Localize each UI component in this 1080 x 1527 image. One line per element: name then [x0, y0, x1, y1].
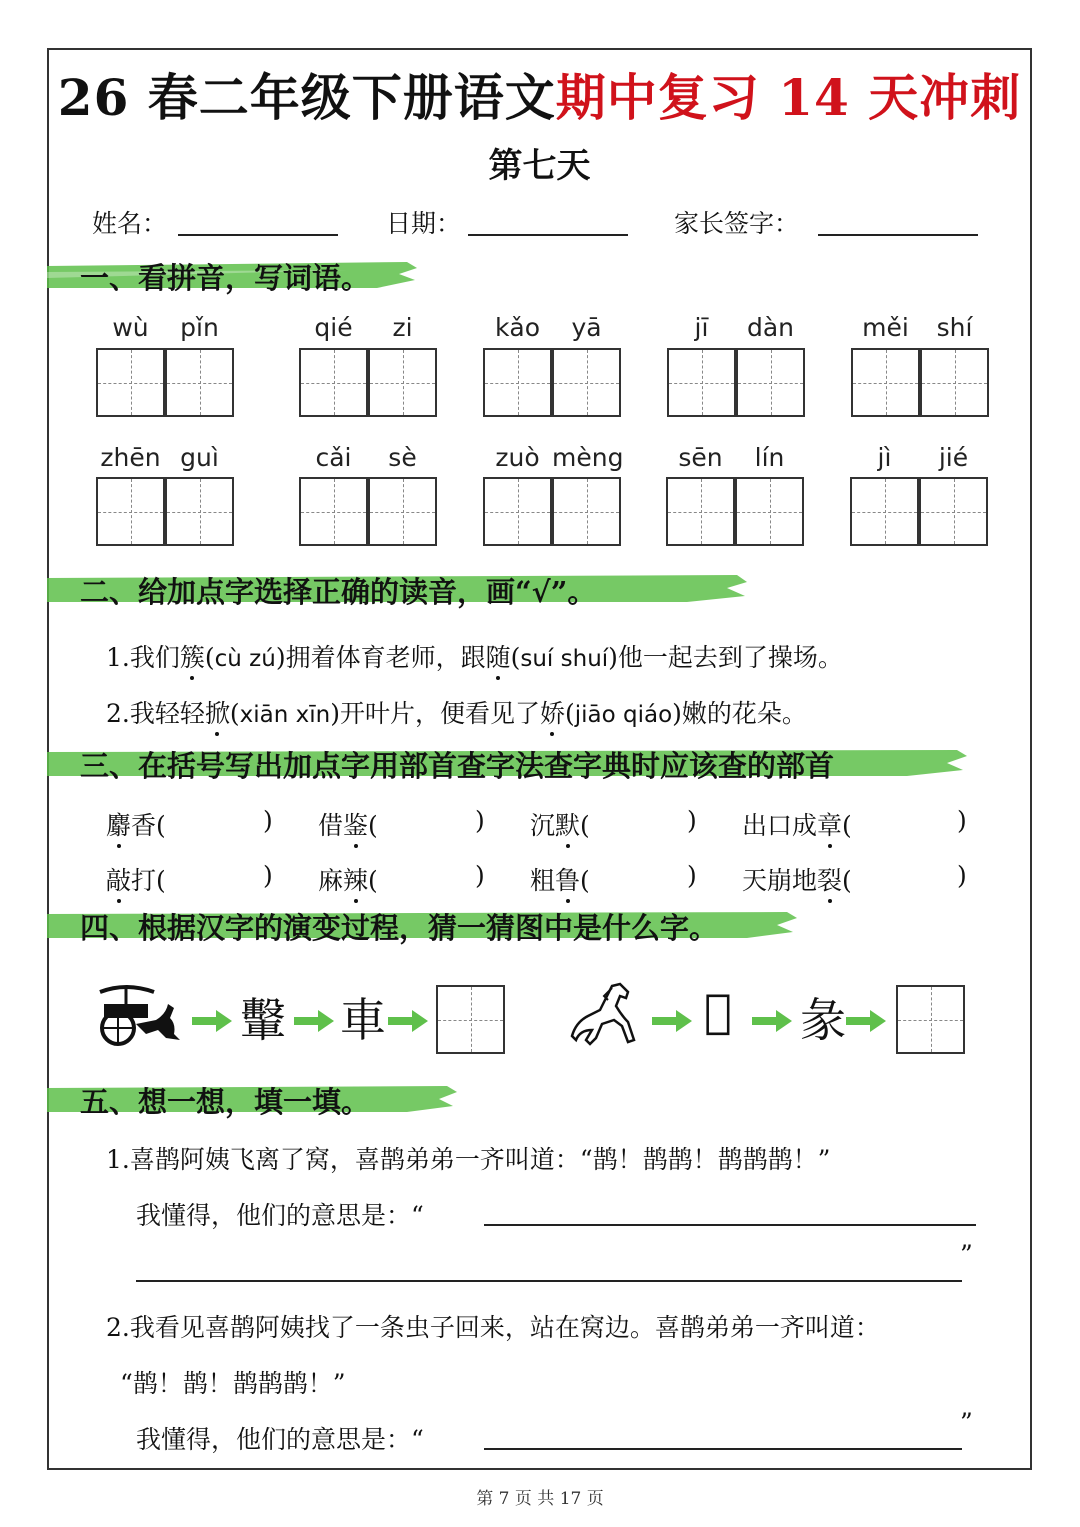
horse-pictograph-icon [568, 982, 640, 1048]
pinyin: jī [694, 313, 709, 342]
title-black: 26 春二年级下册语文 [57, 68, 556, 127]
pinyin: sè [388, 443, 417, 472]
writing-box[interactable] [483, 477, 552, 546]
pinyin-choice[interactable]: jiāo qiáo [574, 702, 673, 728]
radical-item: 天崩地裂( [742, 861, 852, 897]
arrow-icon [752, 1010, 792, 1032]
pinyin-choice[interactable]: xiān xīn [239, 702, 331, 728]
writing-box[interactable] [667, 348, 736, 417]
pinyin: lín [754, 443, 785, 472]
pinyin: mèng [552, 443, 624, 472]
name-label: 姓名： [92, 209, 168, 238]
radical-item: 麻辣( [318, 861, 378, 897]
section4-title: 四、根据汉字的演变过程，猜一猜图中是什么字。 [80, 911, 719, 945]
pinyin-choice[interactable]: suí shuí [520, 646, 609, 672]
radical-item: 粗鲁( [530, 861, 590, 897]
writing-box[interactable] [299, 477, 368, 546]
pinyin: cǎi [315, 443, 352, 472]
writing-box[interactable] [552, 477, 621, 546]
pinyin: yā [571, 313, 602, 342]
writing-box[interactable] [96, 477, 165, 546]
chariot-pictograph-icon [96, 980, 184, 1048]
pinyin: zi [392, 313, 413, 342]
ancient-char-4: 彖 [800, 993, 846, 1047]
radical-item: 沉默( [530, 806, 590, 842]
pinyin: sēn [678, 443, 723, 472]
close-paren: ) [475, 806, 485, 835]
ancient-char-2: 車 [340, 993, 386, 1047]
close-quote: ” [960, 1408, 973, 1437]
close-paren: ) [957, 806, 967, 835]
close-paren: ) [263, 806, 273, 835]
writing-box[interactable] [165, 348, 234, 417]
pinyin: shí [936, 313, 973, 342]
close-paren: ) [475, 861, 485, 890]
answer-line[interactable] [484, 1224, 976, 1226]
close-paren: ) [687, 861, 697, 890]
arrow-icon [652, 1010, 692, 1032]
answer-prompt: 我懂得，他们的意思是：“ [136, 1201, 424, 1230]
pinyin: pǐn [180, 313, 219, 342]
answer-line[interactable] [484, 1448, 962, 1450]
writing-box[interactable] [850, 477, 919, 546]
pinyin: zuò [495, 443, 540, 472]
close-paren: ) [957, 861, 967, 890]
writing-box[interactable] [736, 348, 805, 417]
date-field[interactable] [468, 234, 628, 236]
writing-box[interactable] [735, 477, 804, 546]
radical-item: 麝香( [106, 806, 166, 842]
pinyin: kǎo [494, 313, 541, 342]
pinyin: qié [314, 313, 353, 342]
pinyin: měi [862, 313, 909, 342]
section1-title: 一、看拼音，写词语。 [80, 261, 371, 295]
answer-box[interactable] [436, 985, 505, 1054]
arrow-icon [192, 1010, 232, 1032]
writing-box[interactable] [368, 348, 437, 417]
day-subtitle: 第七天 [488, 146, 591, 186]
close-paren: ) [687, 806, 697, 835]
title-red: 期中复习 14 天冲刺 [555, 68, 1022, 127]
close-quote: ” [960, 1240, 973, 1269]
question-5-1: 1.喜鹊阿姨飞离了窝，喜鹊弟弟一齐叫道：“鹊！鹊鹊！鹊鹊鹊！” [106, 1145, 831, 1174]
question-5-2: 2.我看见喜鹊阿姨找了一条虫子回来，站在窝边。喜鹊弟弟一齐叫道： [106, 1313, 880, 1342]
answer-prompt: 我懂得，他们的意思是：“ [136, 1425, 424, 1454]
date-label: 日期： [386, 209, 462, 238]
pinyin: jì [877, 443, 892, 472]
writing-box[interactable] [851, 348, 920, 417]
writing-box[interactable] [920, 348, 989, 417]
question-2-1: 1.我们簇(cù zú)拥着体育老师，跟随(suí shuí)他一起去到了操场。 [106, 638, 843, 674]
pinyin: dàn [746, 313, 795, 342]
writing-box[interactable] [368, 477, 437, 546]
question-5-2-quote: “鹊！鹊！鹊鹊鹊！” [120, 1369, 346, 1398]
writing-box[interactable] [165, 477, 234, 546]
radical-item: 出口成章( [742, 806, 852, 842]
close-paren: ) [263, 861, 273, 890]
pinyin: wù [112, 313, 149, 342]
pinyin-choice[interactable]: cù zú [214, 646, 276, 672]
ancient-char-1: 轚 [240, 993, 286, 1047]
section5-title: 五、想一想，填一填。 [80, 1085, 371, 1119]
writing-box[interactable] [666, 477, 735, 546]
pinyin: jié [938, 443, 969, 472]
radical-item: 借鉴( [318, 806, 378, 842]
section2-title: 二、给加点字选择正确的读音，画“√”。 [80, 575, 597, 609]
ancient-char-3: 𢑚 [704, 984, 732, 1038]
page-title [47, 58, 1032, 130]
writing-box[interactable] [552, 348, 621, 417]
pinyin: zhēn [100, 443, 161, 472]
arrow-icon [388, 1010, 428, 1032]
writing-box[interactable] [483, 348, 552, 417]
radical-item: 敲打( [106, 861, 166, 897]
parent-signature-field[interactable] [818, 234, 978, 236]
writing-box[interactable] [299, 348, 368, 417]
name-field[interactable] [178, 234, 338, 236]
pinyin: guì [180, 443, 219, 472]
answer-box[interactable] [896, 985, 965, 1054]
writing-box[interactable] [96, 348, 165, 417]
arrow-icon [294, 1010, 334, 1032]
writing-box[interactable] [919, 477, 988, 546]
section3-title: 三、在括号写出加点字用部首查字法查字典时应该查的部首 [80, 749, 835, 783]
arrow-icon [846, 1010, 886, 1032]
page-footer: 第 7 页 共 17 页 [476, 1489, 604, 1509]
answer-line[interactable] [136, 1280, 962, 1282]
parent-signature-label: 家长签字： [674, 209, 800, 238]
question-2-2: 2.我轻轻掀(xiān xīn)开叶片，便看见了娇(jiāo qiáo)嫩的花朵。 [106, 694, 807, 730]
